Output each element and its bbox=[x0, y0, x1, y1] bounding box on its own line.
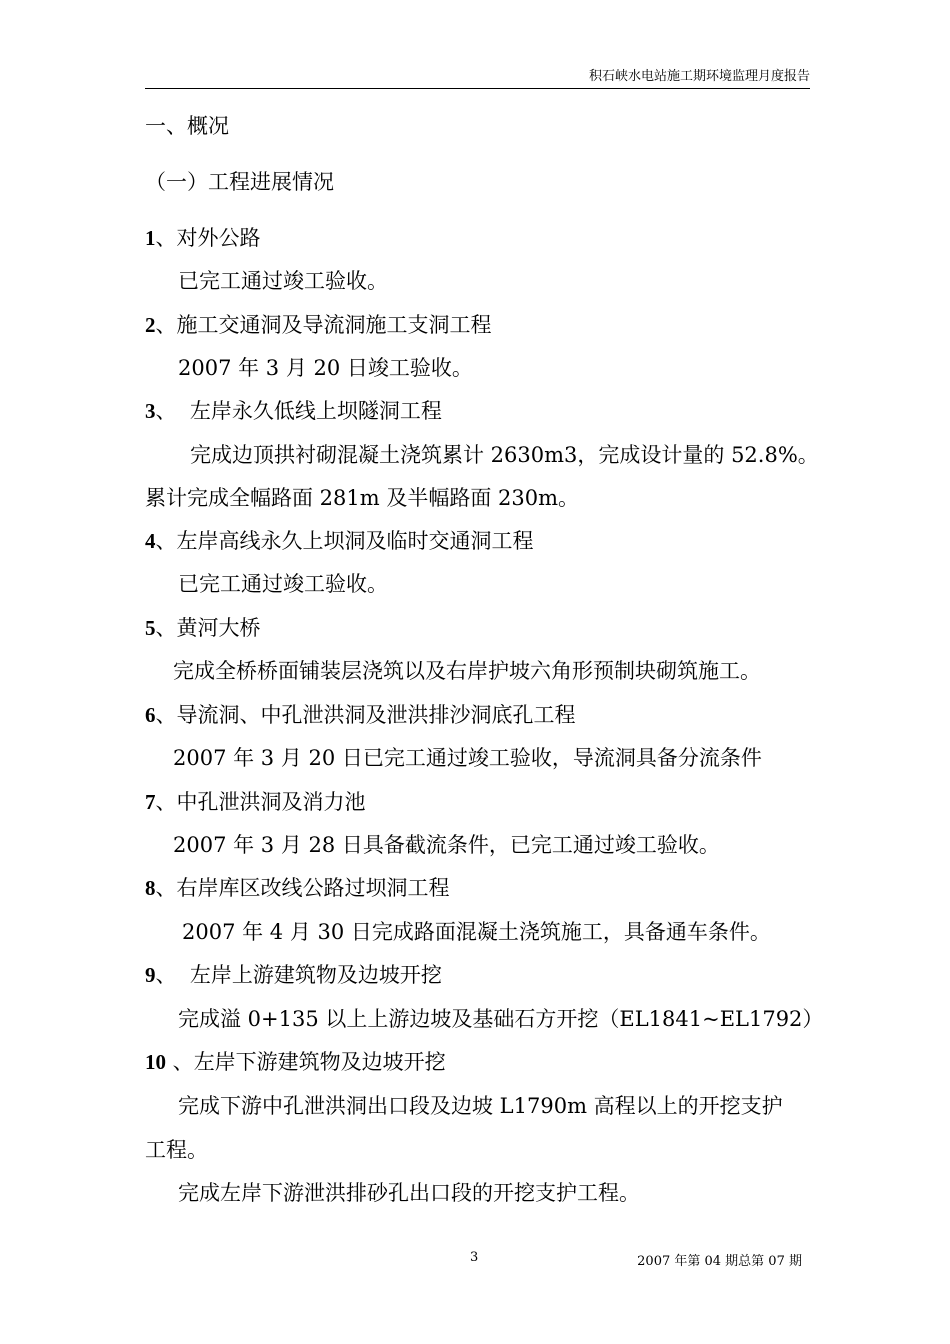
item-number: 4 bbox=[145, 529, 156, 553]
item-4-body: 已完工通过竣工验收。 bbox=[178, 572, 388, 596]
item-number: 1 bbox=[145, 226, 156, 250]
item-separator: 、 bbox=[155, 703, 177, 727]
item-number: 2 bbox=[145, 313, 156, 337]
item-title: 中孔泄洪洞及消力池 bbox=[176, 790, 366, 814]
item-number: 3 bbox=[145, 399, 156, 423]
item-separator: 、 bbox=[155, 876, 177, 900]
item-7-heading bbox=[145, 788, 366, 816]
item-1-heading bbox=[145, 224, 261, 252]
item-title: 左岸永久低线上坝隧洞工程 bbox=[176, 399, 442, 423]
item-separator: 、 bbox=[155, 529, 177, 553]
section-subtitle: （一）工程进展情况 bbox=[145, 170, 334, 194]
item-7-body: 2007 年 3 月 28 日具备截流条件，已完工通过竣工验收。 bbox=[173, 833, 720, 857]
issue-label: 2007 年第 04 期总第 07 期 bbox=[637, 1254, 802, 1269]
item-number: 5 bbox=[145, 616, 156, 640]
item-title: 左岸高线永久上坝洞及临时交通洞工程 bbox=[176, 529, 534, 553]
item-4-heading bbox=[145, 527, 534, 555]
item-5-heading bbox=[145, 614, 261, 642]
item-separator: 、 bbox=[155, 399, 177, 423]
item-3-heading bbox=[145, 397, 442, 425]
item-title: 导流洞、中孔泄洪洞及泄洪排沙洞底孔工程 bbox=[176, 703, 576, 727]
item-5-body: 完成全桥桥面铺装层浇筑以及右岸护坡六角形预制块砌筑施工。 bbox=[173, 659, 761, 683]
item-title: 施工交通洞及导流洞施工支洞工程 bbox=[176, 313, 492, 337]
item-3-body-line-1: 完成边顶拱衬砌混凝土浇筑累计 2630m3，完成设计量的 52.8%。 bbox=[190, 443, 819, 467]
item-number: 9 bbox=[145, 963, 156, 987]
item-separator: 、 bbox=[155, 226, 177, 250]
item-10-heading bbox=[145, 1048, 446, 1076]
item-title: 黄河大桥 bbox=[176, 616, 261, 640]
item-10-body-line-3: 完成左岸下游泄洪排砂孔出口段的开挖支护工程。 bbox=[178, 1181, 640, 1205]
item-8-body: 2007 年 4 月 30 日完成路面混凝土浇筑施工，具备通车条件。 bbox=[182, 920, 771, 944]
item-title: 左岸下游建筑物及边坡开挖 bbox=[193, 1050, 446, 1074]
item-title: 左岸上游建筑物及边坡开挖 bbox=[176, 963, 442, 987]
page-header bbox=[145, 66, 810, 89]
item-8-heading bbox=[145, 874, 450, 902]
item-9-heading bbox=[145, 961, 442, 989]
item-10-body-line-2: 工程。 bbox=[145, 1138, 208, 1162]
item-separator: 、 bbox=[155, 963, 177, 987]
item-separator: 、 bbox=[155, 616, 177, 640]
header-title: 积石峡水电站施工期环境监理月度报告 bbox=[588, 69, 810, 84]
item-separator: 、 bbox=[155, 790, 177, 814]
item-title: 右岸库区改线公路过坝洞工程 bbox=[176, 876, 450, 900]
item-9-body: 完成溢 0+135 以上上游边坡及基础石方开挖（EL1841~EL1792） bbox=[178, 1007, 824, 1031]
item-2-body: 2007 年 3 月 20 日竣工验收。 bbox=[178, 356, 473, 380]
item-2-heading bbox=[145, 311, 492, 339]
item-10-body-line-1: 完成下游中孔泄洪洞出口段及边坡 L1790m 高程以上的开挖支护 bbox=[178, 1094, 783, 1118]
item-separator: 、 bbox=[155, 313, 177, 337]
item-separator: 、 bbox=[166, 1050, 194, 1074]
item-title: 对外公路 bbox=[176, 226, 261, 250]
page-number: 3 bbox=[470, 1250, 479, 1265]
item-6-heading bbox=[145, 701, 576, 729]
item-6-body: 2007 年 3 月 20 日已完工通过竣工验收，导流洞具备分流条件 bbox=[173, 746, 762, 770]
section-title: 一、概况 bbox=[145, 114, 229, 138]
item-number: 6 bbox=[145, 703, 156, 727]
item-number: 10 bbox=[145, 1050, 166, 1074]
item-number: 8 bbox=[145, 876, 156, 900]
item-1-body: 已完工通过竣工验收。 bbox=[178, 269, 388, 293]
item-number: 7 bbox=[145, 790, 156, 814]
item-3-body-line-2: 累计完成全幅路面 281m 及半幅路面 230m。 bbox=[145, 486, 580, 510]
